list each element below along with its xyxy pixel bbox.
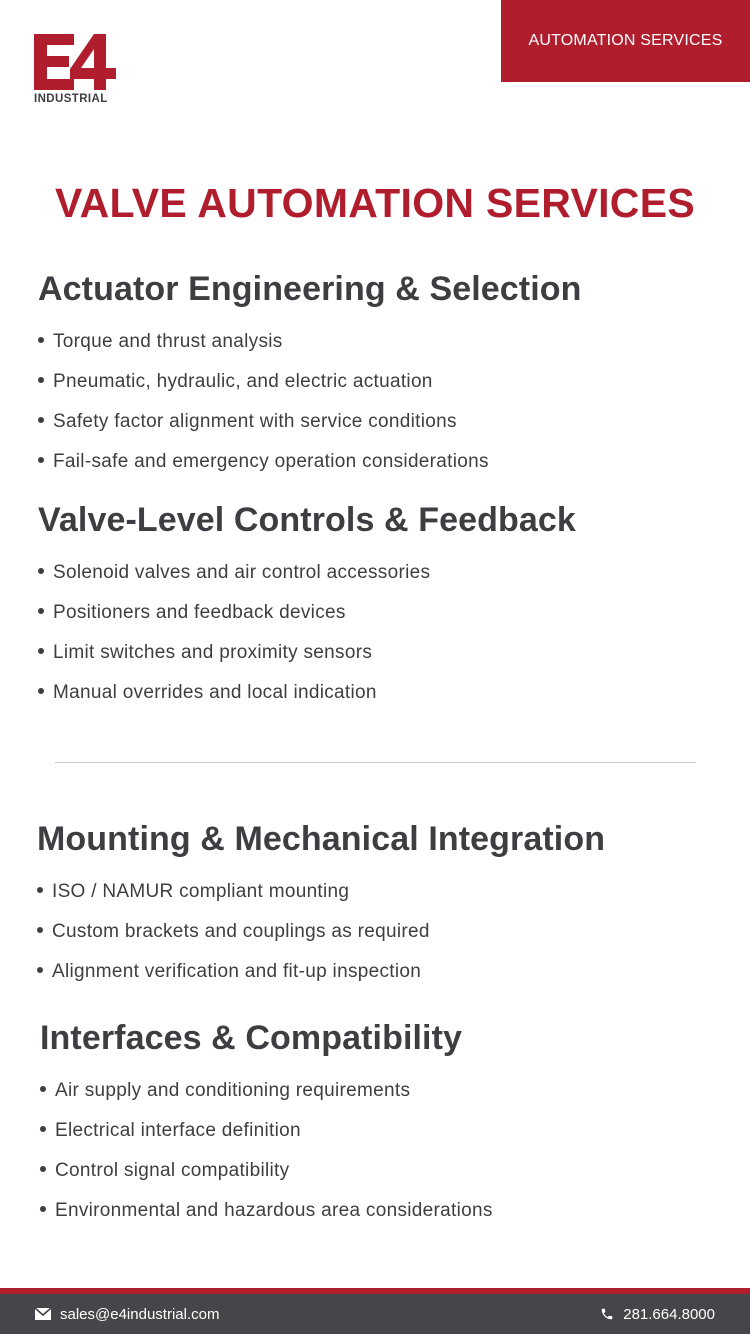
bullet-icon: [37, 967, 43, 973]
bullet-icon: [38, 568, 44, 574]
section-heading: Mounting & Mechanical Integration: [37, 820, 606, 858]
section-actuator-engineering: [38, 269, 718, 482]
list-item: ISO / NAMUR compliant mounting: [37, 872, 717, 912]
footer-email-link[interactable]: [35, 1294, 219, 1334]
list-item: Positioners and feedback devices: [38, 593, 718, 633]
section-heading: Actuator Engineering & Selection: [38, 270, 582, 308]
bullet-icon: [38, 377, 44, 383]
list-item: Fail-safe and emergency operation considerations: [38, 442, 718, 482]
footer-phone-link[interactable]: [600, 1294, 715, 1334]
bullet-icon: [38, 688, 44, 694]
phone-icon: [600, 1307, 614, 1321]
envelope-icon: [35, 1308, 51, 1320]
bullet-icon: [40, 1126, 46, 1132]
list-item: Solenoid valves and air control accessories: [38, 553, 718, 593]
section-divider: [55, 762, 696, 763]
list-item: Pneumatic, hydraulic, and electric actuation: [38, 362, 718, 402]
list-item: Safety factor alignment with service conditions: [38, 402, 718, 442]
company-logo: [34, 34, 120, 108]
automation-services-tab: AUTOMATION SERVICES: [501, 0, 750, 82]
e4-logo-mark: [34, 34, 120, 90]
bullet-icon: [38, 648, 44, 654]
bullet-icon: [38, 608, 44, 614]
bullet-icon: [40, 1086, 46, 1092]
bullet-icon: [38, 337, 44, 343]
section-mounting-integration: [37, 819, 717, 992]
bullet-icon: [38, 457, 44, 463]
bullet-icon: [37, 887, 43, 893]
footer-email-text: sales@e4industrial.com: [60, 1305, 220, 1323]
section-heading: Interfaces & Compatibility: [40, 1019, 463, 1057]
list-item: Alignment verification and fit-up inspection: [37, 952, 717, 992]
footer: [0, 1294, 750, 1334]
bullet-icon: [37, 927, 43, 933]
section-interfaces-compatibility: [40, 1018, 720, 1231]
list-item: Air supply and conditioning requirements: [40, 1071, 720, 1111]
bullet-icon: [40, 1206, 46, 1212]
list-item: Torque and thrust analysis: [38, 322, 718, 362]
bullet-icon: [40, 1166, 46, 1172]
list-item: Custom brackets and couplings as required: [37, 912, 717, 952]
list-item: Environmental and hazardous area considerations: [40, 1191, 720, 1231]
footer-phone-text: 281.664.8000: [623, 1305, 715, 1323]
section-heading: Valve-Level Controls & Feedback: [38, 501, 576, 539]
list-item: Manual overrides and local indication: [38, 673, 718, 713]
logo-subtitle: INDUSTRIAL: [34, 93, 108, 105]
section-valve-controls: [38, 500, 718, 713]
list-item: Electrical interface definition: [40, 1111, 720, 1151]
list-item: Limit switches and proximity sensors: [38, 633, 718, 673]
bullet-icon: [38, 417, 44, 423]
page-title: VALVE AUTOMATION SERVICES: [54, 180, 696, 226]
list-item: Control signal compatibility: [40, 1151, 720, 1191]
